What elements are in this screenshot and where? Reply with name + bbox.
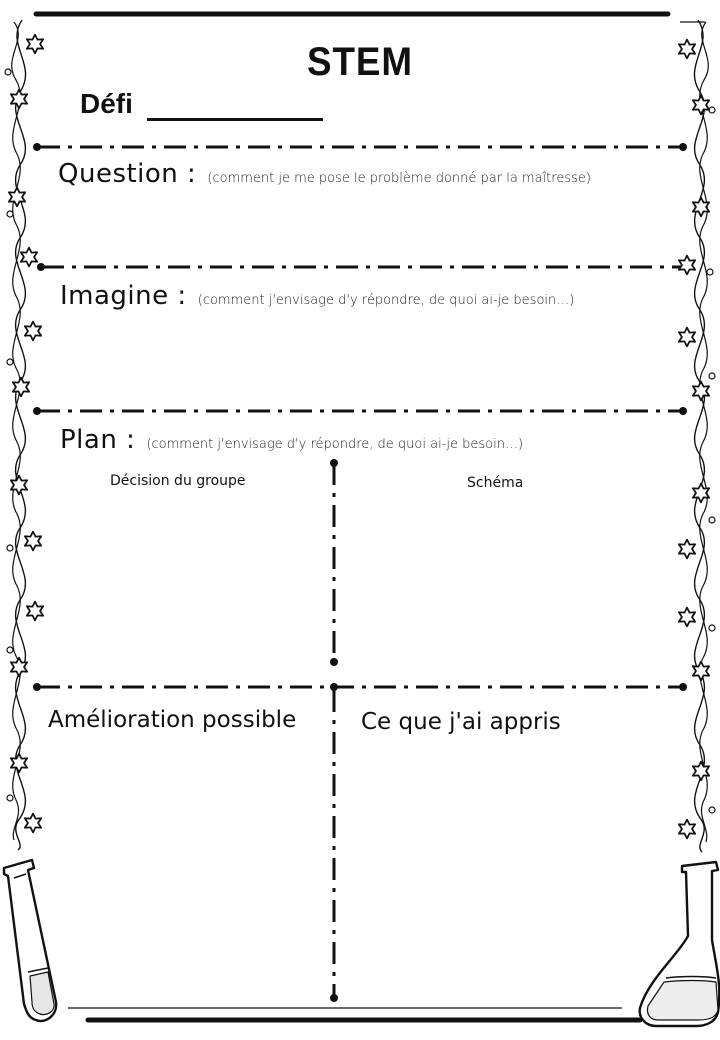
plan-section-header [60, 425, 523, 455]
question-label: Question : [58, 159, 197, 189]
imagine-label: Imagine : [60, 281, 187, 311]
learned-heading: Ce que j'ai appris [361, 709, 561, 735]
plan-label: Plan : [60, 425, 136, 455]
swirl-vine-icon [16, 20, 26, 850]
imagine-hint: (comment j'envisage d'y répondre, de quoi ai-je besoin…) [197, 293, 575, 308]
question-section-header [58, 159, 591, 189]
plan-hint: (comment j'envisage d'y répondre, de quoi ai-je besoin…) [146, 437, 524, 452]
improvement-heading: Amélioration possible [48, 707, 297, 733]
imagine-section-header [60, 281, 574, 311]
defi-label: Défi [80, 88, 133, 119]
defi-answer-line[interactable] [147, 118, 323, 121]
plan-right-column-heading: Schéma [467, 475, 524, 491]
section-separators [38, 147, 688, 998]
question-hint: (comment je me pose le problème donné par la maîtresse) [207, 171, 591, 186]
erlenmeyer-flask-icon [640, 862, 720, 1026]
plan-left-column-heading: Décision du groupe [110, 473, 246, 489]
worksheet-title: STEM [307, 40, 413, 84]
separator-endpoints [33, 143, 692, 1002]
test-tube-icon [4, 860, 56, 1021]
